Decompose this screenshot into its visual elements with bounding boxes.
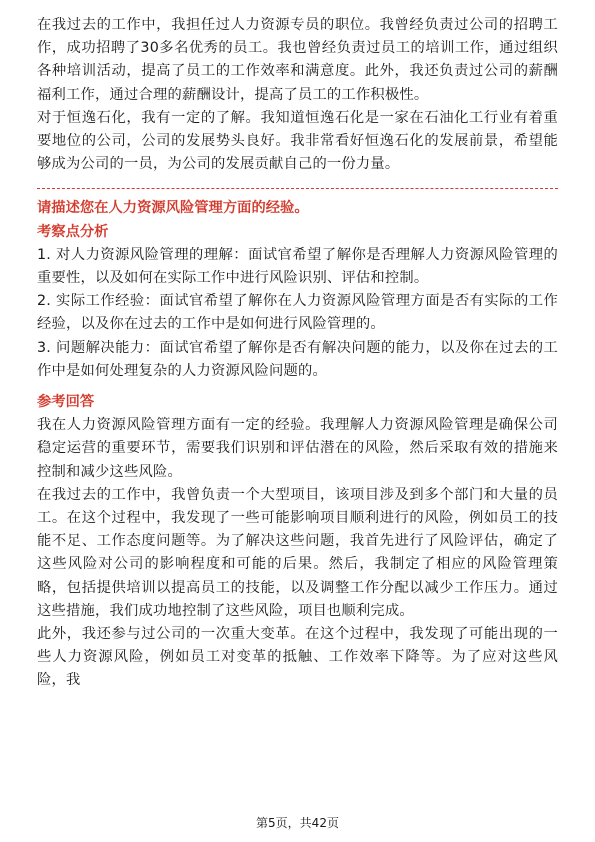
answer-heading: 参考回答 (37, 394, 95, 411)
analysis-heading: 考察点分析 (37, 223, 109, 240)
analysis-item-1: 1. 对人力资源风险管理的理解：面试官希望了解你是否理解人力资源风险管理的重要性，以及如何在实际工作中进行风险识别、评估和控制。 (37, 246, 558, 287)
document-page (37, 14, 558, 693)
analysis-item-3: 3. 问题解决能力：面试官希望了解你是否有解决问题的能力，以及你在过去的工作中是如何处理复杂的人力资源风险问题的。 (37, 339, 558, 379)
intro-paragraph-1: 在我过去的工作中，我担任过人力资源专员的职位。我曾经负责过公司的招聘工作，成功招聘了30多名优秀的员工。我也曾经负责过员工的培训工作，通过组织各种培训活动，提高了员工的工作效率和满意度。此外，我还负责过公司的薪酬福利工作，通过合理的薪酬设计，提高了员工的工作积极性。 (37, 17, 558, 103)
analysis-item-2: 2. 实际工作经验：面试官希望了解你在人力资源风险管理方面是否有实际的工作经验，以及你在过去的工作中是如何进行风险管理的。 (37, 293, 558, 333)
section-divider (37, 188, 558, 189)
answer-paragraph-2: 在我过去的工作中，我曾负责一个大型项目，该项目涉及到多个部门和大量的员工。在这个过程中，我发现了一些可能影响项目顺利进行的风险，例如员工的技能不足、工作态度问题等。为了解决这些问题，我首先进行了风险评估，确定了这些风险对公司的影响程度和可能的后果。然后，我制定了相应的风险管理策略，包括提供培训以提高员工的技能，以及调整工作分配以减少工作压力。通过这些措施，我们成功地控制了这些风险，项目也顺利完成。 (37, 486, 558, 619)
answer-paragraph-1: 我在人力资源风险管理方面有一定的经验。我理解人力资源风险管理是确保公司稳定运营的重要环节，需要我们识别和评估潜在的风险，然后采取有效的措施来控制和减少这些风险。 (37, 417, 558, 480)
answer-paragraph-3: 此外，我还参与过公司的一次重大变革。在这个过程中，我发现了可能出现的一些人力资源风险，例如员工对变革的抵触、工作效率下降等。为了应对这些风险，我 (37, 626, 558, 689)
page-number: 第5页，共42页 (256, 816, 339, 830)
intro-paragraph-2: 对于恒逸石化，我有一定的了解。我知道恒逸石化是一家在石油化工行业有着重要地位的公司，公司的发展势头良好。我非常看好恒逸石化的发展前景，希望能够成为公司的一员，为公司的发展贡献自己的一份力量。 (37, 109, 558, 173)
question-title: 请描述您在人力资源风险管理方面的经验。 (37, 200, 309, 217)
